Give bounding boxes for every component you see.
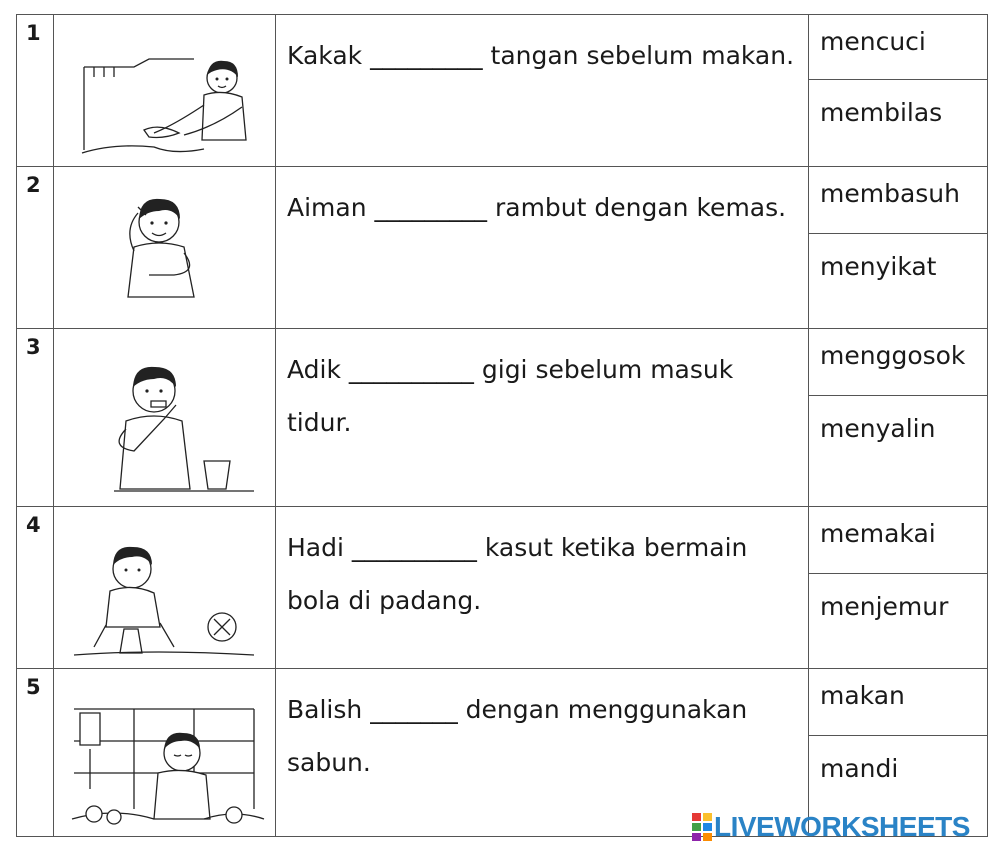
liveworksheets-logo: [692, 809, 970, 845]
sentence-end: kasut ketika bermain bola di padang.: [287, 533, 748, 615]
sentence: [276, 167, 808, 234]
option-menyikat[interactable]: menyikat: [820, 252, 937, 281]
girl-washing-hands-illustration: [54, 15, 275, 165]
row-number-cell: [17, 15, 54, 167]
illustration-cell: [54, 167, 276, 329]
option-membasuh[interactable]: membasuh: [820, 179, 960, 208]
row-number-cell: [17, 507, 54, 669]
boy-combing-hair-illustration: [54, 167, 275, 327]
sentence-cell: [276, 507, 809, 669]
row-number-cell: [17, 669, 54, 837]
option-makan[interactable]: makan: [820, 681, 905, 710]
option-membilas[interactable]: membilas: [820, 98, 943, 127]
sentence-end: tangan sebelum makan.: [490, 41, 795, 70]
sentence-cell: [276, 15, 809, 167]
row-number-cell: [17, 167, 54, 329]
answer-blank[interactable]: __________: [351, 533, 477, 562]
option-cell[interactable]: [809, 234, 988, 329]
illustration-cell: [54, 669, 276, 837]
sentence-start: Hadi: [287, 533, 344, 562]
table-row: [17, 15, 988, 80]
option-cell[interactable]: [809, 574, 988, 669]
option-cell[interactable]: [809, 507, 988, 574]
answer-blank[interactable]: _______: [370, 695, 458, 724]
sentence: [276, 329, 808, 449]
row-number: 5: [26, 675, 41, 699]
sentence-cell: [276, 167, 809, 329]
sentence-start: Adik: [287, 355, 341, 384]
row-number: 3: [26, 335, 41, 359]
option-cell[interactable]: [809, 669, 988, 736]
option-menjemur[interactable]: menjemur: [820, 592, 949, 621]
row-number-cell: [17, 329, 54, 507]
boy-wearing-shoes-illustration: [54, 507, 275, 667]
option-mencuci[interactable]: mencuci: [820, 27, 926, 56]
sentence-start: Kakak: [287, 41, 363, 70]
sentence-end: dengan menggunakan sabun.: [287, 695, 748, 777]
sentence: [276, 507, 808, 627]
sentence-start: Aiman: [287, 193, 367, 222]
row-number: 4: [26, 513, 41, 537]
worksheet-table: [16, 14, 988, 837]
illustration-cell: [54, 329, 276, 507]
table-row: [17, 167, 988, 234]
table-row: [17, 507, 988, 574]
option-cell[interactable]: [809, 80, 988, 167]
sentence-cell: [276, 329, 809, 507]
option-memakai[interactable]: memakai: [820, 519, 936, 548]
answer-blank[interactable]: __________: [348, 355, 474, 384]
illustration-cell: [54, 507, 276, 669]
sentence: [276, 669, 808, 789]
option-menggosok[interactable]: menggosok: [820, 341, 966, 370]
watermark-text: LIVEWORKSHEETS: [714, 811, 970, 842]
option-cell[interactable]: [809, 329, 988, 396]
answer-blank[interactable]: _________: [374, 193, 488, 222]
row-number: 1: [26, 21, 41, 45]
option-cell[interactable]: [809, 396, 988, 507]
boy-brushing-teeth-illustration: [54, 329, 275, 505]
answer-blank[interactable]: _________: [370, 41, 483, 70]
sentence-end: rambut dengan kemas.: [494, 193, 787, 222]
liveworksheets-logo-icon: [692, 813, 712, 841]
option-cell[interactable]: [809, 167, 988, 234]
table-row: [17, 669, 988, 736]
sentence-start: Balish: [287, 695, 363, 724]
sentence-end: gigi sebelum masuk tidur.: [287, 355, 734, 437]
sentence: [276, 15, 808, 82]
illustration-cell: [54, 15, 276, 167]
option-cell[interactable]: [809, 15, 988, 80]
table-row: [17, 329, 988, 396]
option-mandi[interactable]: mandi: [820, 754, 899, 783]
boy-bathing-illustration: [54, 669, 275, 835]
option-menyalin[interactable]: menyalin: [820, 414, 936, 443]
row-number: 2: [26, 173, 41, 197]
